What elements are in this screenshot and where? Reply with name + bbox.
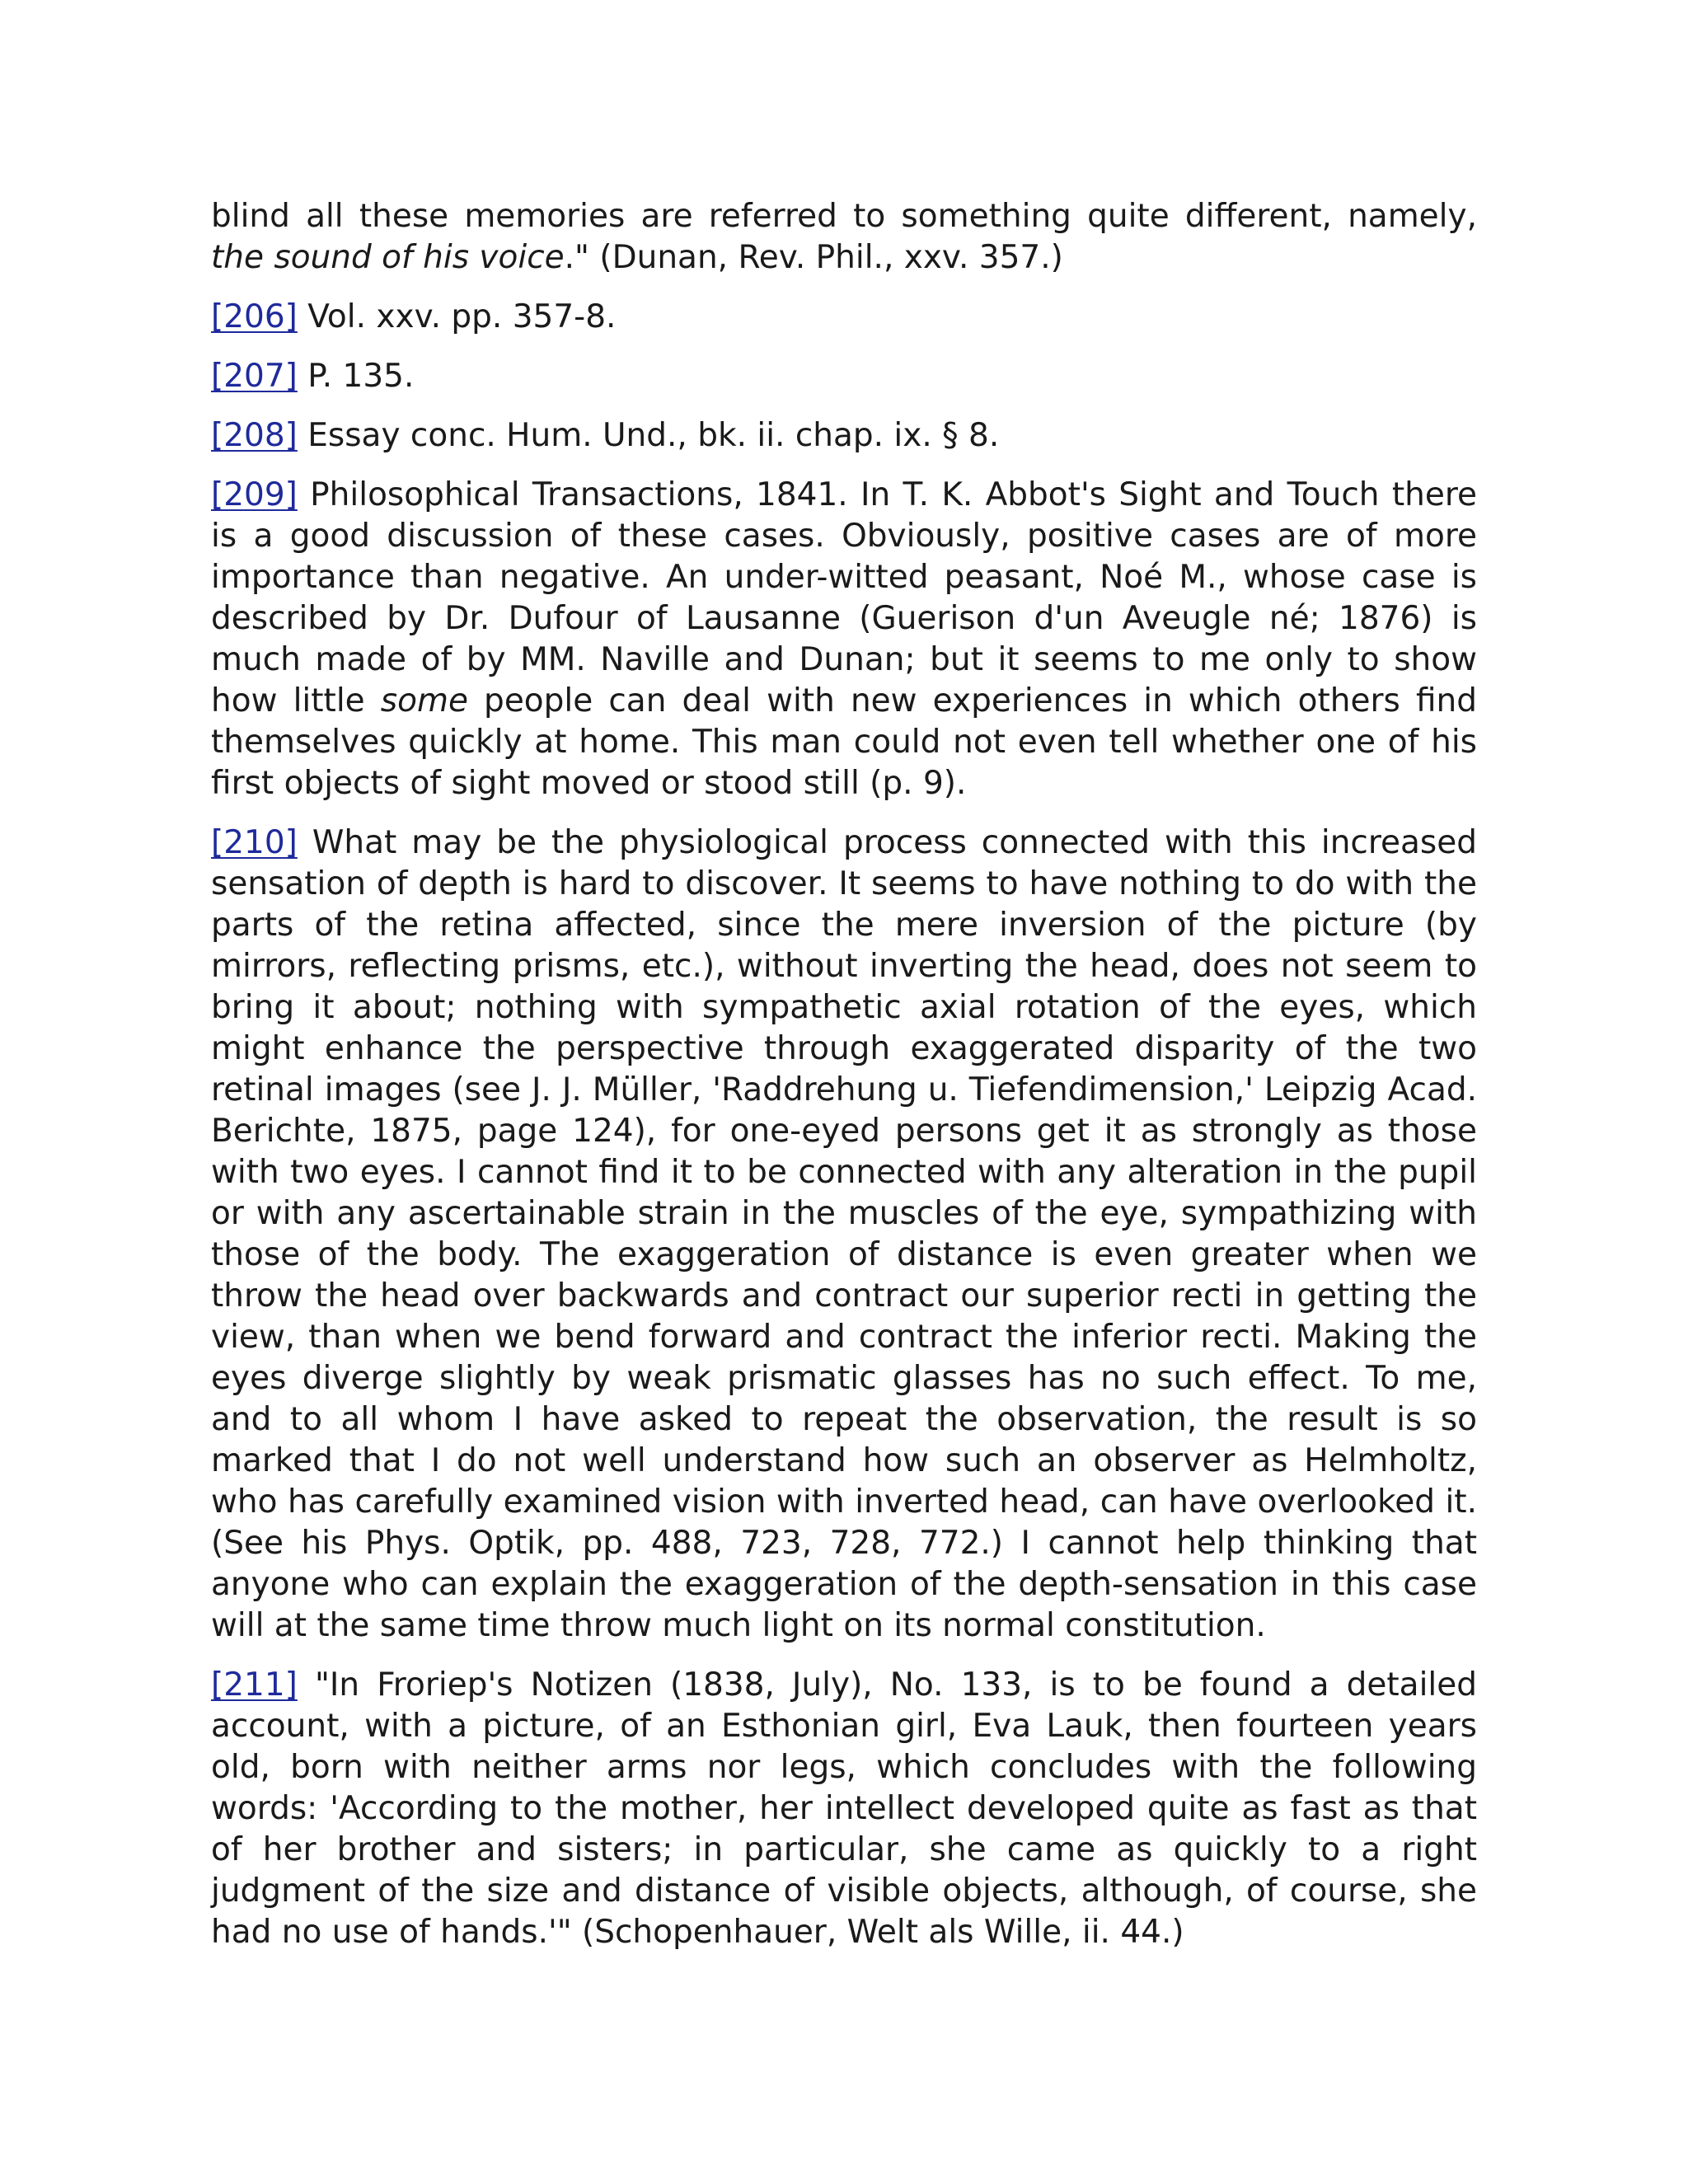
footnote-continuation (211, 196, 1477, 279)
footnote-ref-208-link[interactable]: [208] (211, 417, 298, 454)
text-run: blind all these memories are referred to something quite different, namely, (211, 198, 1477, 235)
footnote-text: "In Froriep's Notizen (1838, July), No. 133, is to be found a detailed account, with a picture, of an Esthonian girl, Eva Lauk, then fourteen years old, born with neither arms nor legs, which concludes with the following words: 'According to the mother, her intellect developed quite as fast as that of her brother and sisters; in particular, she came as quickly to a right judgment of the size and distance of visible objects, although, of course, she had no use of hands.'" (Schopenhauer, Welt als Wille, ii. 44.) (211, 1666, 1477, 1951)
footnote-211 (211, 1665, 1477, 1953)
footnote-text: Vol. xxv. pp. 357-8. (297, 298, 617, 335)
italic-text-run: some (380, 682, 468, 719)
footnote-207 (211, 356, 1477, 397)
footnote-209 (211, 475, 1477, 804)
footnote-ref-210-link[interactable]: [210] (211, 824, 298, 861)
footnote-text: people can deal with new experiences in which others find themselves quickly at home. This man could not even tell whether one of his first objects of sight moved or stood still (p. 9). (211, 682, 1477, 802)
footnote-ref-207-link[interactable]: [207] (211, 358, 298, 395)
footnote-208 (211, 415, 1477, 457)
document-page (211, 196, 1477, 1971)
footnote-text: Essay conc. Hum. Und., bk. ii. chap. ix. § 8. (297, 417, 1000, 454)
footnote-210 (211, 823, 1477, 1647)
footnote-206 (211, 297, 1477, 338)
italic-text-run: the sound of his voice (211, 239, 565, 276)
footnote-ref-209-link[interactable]: [209] (211, 476, 298, 513)
footnote-text: P. 135. (297, 358, 415, 395)
footnote-ref-206-link[interactable]: [206] (211, 298, 298, 335)
text-run: ." (Dunan, Rev. Phil., xxv. 357.) (564, 239, 1063, 276)
footnote-text: Philosophical Transactions, 1841. In T. K. Abbot's Sight and Touch there is a good discussion of these cases. Obviously, positive cases are of more importance than negative. An under-witted peasant, Noé M., whose case is described by Dr. Dufour of Lausanne (Guerison d'un Aveugle né; 1876) is much made of by MM. Naville and Dunan; but it seems to me only to show how little (211, 476, 1477, 719)
footnote-text: What may be the physiological process connected with this increased sensation of depth is hard to discover. It seems to have nothing to do with the parts of the retina affected, since the mere inversion of the picture (by mirrors, reflecting prisms, etc.), without inverting the head, does not seem to bring it about; nothing with sympathetic axial rotation of the eyes, which might enhance the perspective through exaggerated disparity of the two retinal images (see J. J. Müller, 'Raddrehung u. Tiefendimension,' Leipzig Acad. Berichte, 1875, page 124), for one-eyed persons get it as strongly as those with two eyes. I cannot find it to be connected with any alteration in the pupil or with any ascertainable strain in the muscles of the eye, sympathizing with those of the body. The exaggeration of distance is even greater when we throw the head over backwards and contract our superior recti in getting the view, than when we bend forward and contract the inferior recti. Making the eyes diverge slightly by weak prismatic glasses has no such effect. To me, and to all whom I have asked to repeat the observation, the result is so marked that I do not well understand how such an observer as Helmholtz, who has carefully examined vision with inverted head, can have overlooked it. (See his Phys. Optik, pp. 488, 723, 728, 772.) I cannot help thinking that anyone who can explain the exaggeration of the depth-sensation in this case will at the same time throw much light on its normal constitution. (211, 824, 1477, 1644)
footnote-ref-211-link[interactable]: [211] (211, 1666, 298, 1704)
